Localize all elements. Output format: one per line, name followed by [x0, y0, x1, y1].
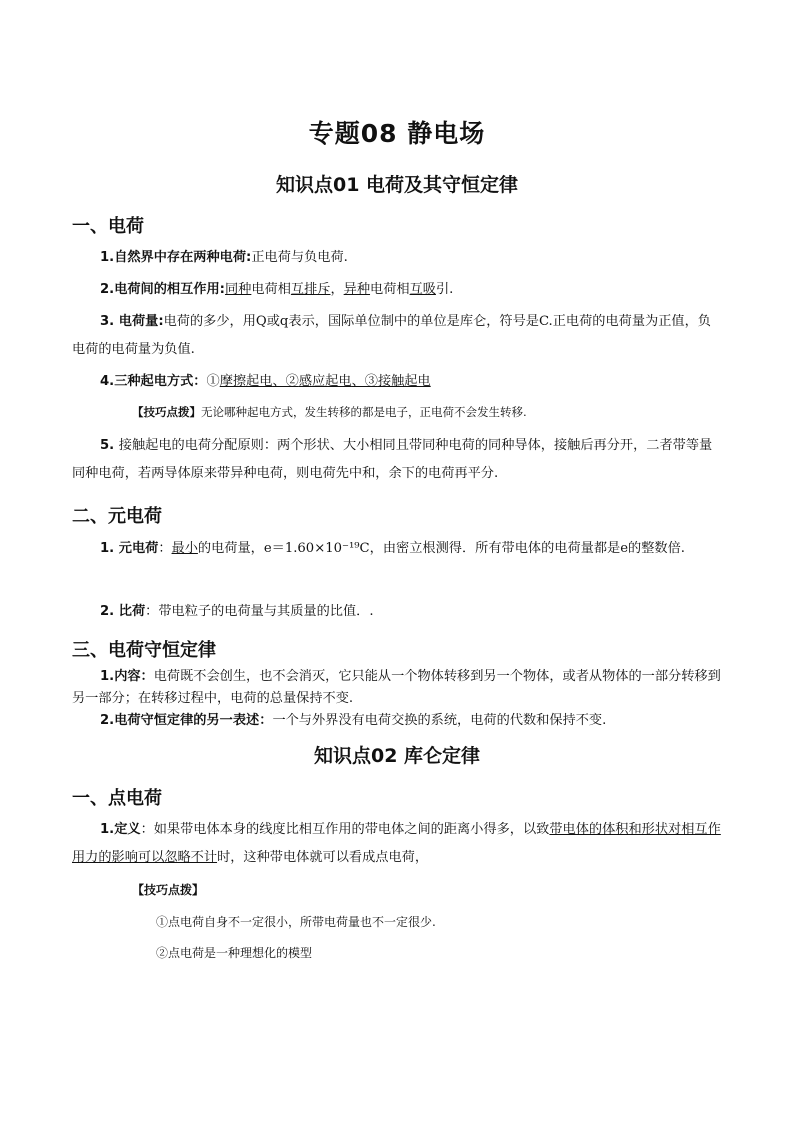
tip-item-2: ②点电荷是一种理想化的模型: [156, 946, 313, 960]
item-text: ：带电粒子的电荷量与其质量的比值．.: [145, 604, 374, 619]
item-text: 时，这种带电体就可以看成点电荷，: [217, 850, 429, 865]
item-label: 电荷间的相互作用:: [114, 282, 225, 297]
item-text: 电荷相: [370, 282, 410, 297]
tip-label: 【技巧点拨】: [132, 883, 205, 897]
item-text: ：: [158, 541, 172, 556]
item-label: 比荷: [118, 604, 146, 619]
tip-label: 【技巧点拨】: [132, 405, 201, 419]
underlined-text: 互吸: [409, 282, 436, 297]
item-number: 1.: [100, 541, 119, 556]
item-number: 5.: [100, 438, 119, 453]
item-number: 2.: [100, 282, 115, 297]
knowledge-point-2-title: 知识点02 库仑定律: [313, 745, 481, 767]
item-text: 引.: [435, 282, 454, 297]
underlined-text: 互排斥: [290, 282, 331, 297]
item-number: 2.: [100, 604, 119, 619]
document-title: 专题08 静电场: [308, 119, 486, 148]
section-heading-charge: 一、电荷: [72, 216, 144, 237]
underlined-text: 最小: [171, 541, 198, 556]
item-text: 正电荷与负电荷.: [251, 250, 348, 265]
tip-text: 无论哪种起电方式，发生转移的都是电子，正电荷不会发生转移.: [201, 405, 527, 419]
tip-box: [132, 402, 527, 422]
item-label: 电荷守恒定律的另一表述：: [114, 713, 273, 728]
item-text: 接触起电的电荷分配原则：两个形状、大小相同且带同种电荷的同种导体，接触后再分开，二者带等量同种电荷，若两导体原来带异种电荷，则电荷先中和，余下的电荷再平分.: [72, 438, 713, 481]
underlined-text: 异种: [343, 282, 371, 297]
paragraph-charge-quantity: [72, 308, 724, 364]
section-heading-conservation: 三、电荷守恒定律: [72, 640, 216, 661]
underlined-text: 摩擦起电: [219, 374, 273, 389]
section-heading-point-charge: 一、点电荷: [72, 788, 162, 809]
paragraph-elementary-charge: [72, 535, 724, 563]
underlined-text: 接触起电: [377, 374, 431, 389]
item-label: 元电荷: [118, 541, 159, 556]
item-text: 电荷相: [251, 282, 291, 297]
item-number: 1.: [100, 669, 115, 684]
paragraph-conservation-content: [72, 666, 724, 710]
paragraph-charging-methods: [72, 368, 724, 396]
item-number: 3.: [100, 314, 119, 329]
paragraph-conservation-alt: [72, 710, 724, 732]
item-text: ①: [206, 374, 220, 389]
item-text: 电荷的多少，用Q或q表示，国际单位制中的单位是库仑，符号是C.正电荷的电荷量为正值，负电荷的电荷量为负值.: [72, 314, 711, 357]
paragraph-contact-charging-rule: [72, 432, 724, 488]
item-label: 定义: [114, 822, 141, 837]
paragraph-two-kinds-of-charge: [72, 244, 724, 272]
tip-box-point-charge: [132, 880, 204, 900]
underlined-text: 感应起电: [298, 374, 352, 389]
item-label: 电荷量:: [118, 314, 164, 329]
paragraph-point-charge-definition: [72, 816, 724, 872]
section-heading-elementary-charge: 二、元电荷: [72, 506, 162, 527]
paragraph-specific-charge: [72, 598, 724, 626]
item-text: 的电荷量，e＝1.60×10⁻¹⁹C，由密立根测得．所有带电体的电荷量都是e的整数倍.: [197, 541, 685, 556]
item-label: 三种起电方式：: [114, 374, 207, 389]
item-text: 电荷既不会创生，也不会消灭，它只能从一个物体转移到另一个物体，或者从物体的一部分转移到另一部分；在转移过程中，电荷的总量保持不变.: [72, 669, 721, 706]
item-text: 一个与外界没有电荷交换的系统，电荷的代数和保持不变.: [272, 713, 607, 728]
item-number: 1.: [100, 822, 115, 837]
item-number: 1.: [100, 250, 115, 265]
item-label: 内容：: [114, 669, 154, 684]
underlined-text: 同种: [224, 282, 252, 297]
underlined-text: 、②: [272, 374, 299, 389]
item-label: 自然界中存在两种电荷:: [114, 250, 252, 265]
knowledge-point-1-title: 知识点01 电荷及其守恒定律: [275, 174, 519, 196]
item-number: 2.: [100, 713, 115, 728]
item-number: 4.: [100, 374, 115, 389]
underlined-text: 、③: [351, 374, 378, 389]
underlined-text: 带电体的体积和形状对相互作用力的影响可以忽略不计: [72, 822, 721, 865]
item-text: ：如果带电体本身的线度比相互作用的带电体之间的距离小得多，以致: [140, 822, 550, 837]
paragraph-charge-interaction: [72, 276, 724, 304]
tip-item-1: ①点电荷自身不一定很小，所带电荷量也不一定很少.: [156, 915, 436, 929]
item-text: ，: [330, 282, 344, 297]
